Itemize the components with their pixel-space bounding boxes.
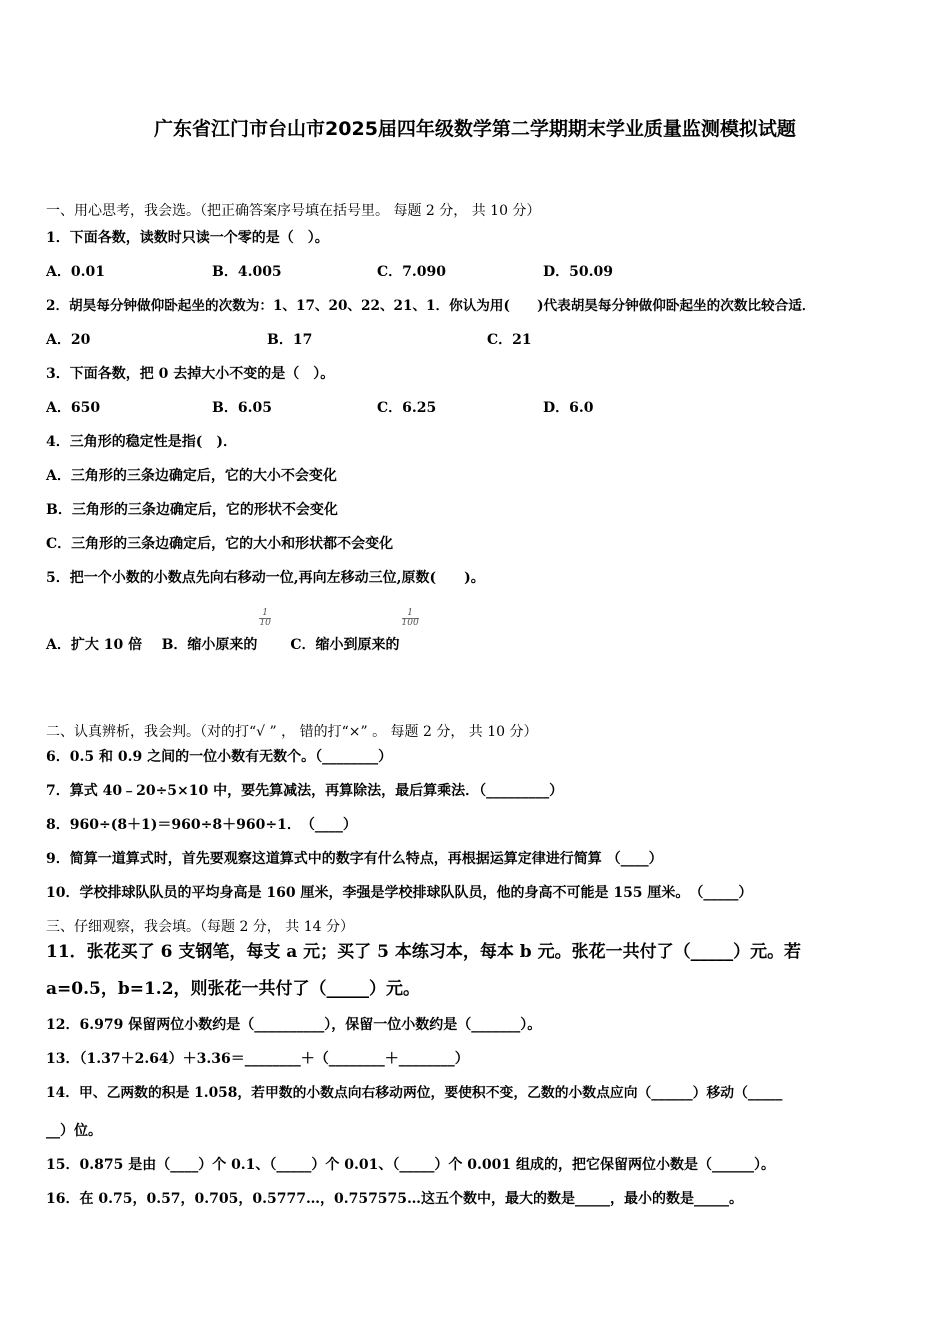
q5-options — [46, 608, 419, 655]
q4-option-c: C．三角形的三条边确定后，它的大小和形状都不会变化 — [46, 536, 394, 552]
question-11-line1: 11．张花买了 6 支钢笔，每支 a 元；买了 5 本练习本，每本 b 元。张花一共付了（_____）元。若 — [46, 942, 802, 962]
q3-option-d: D．6.0 — [543, 400, 594, 416]
question-12: 12．6.979 保留两位小数约是（__________），保留一位小数约是（_______）。 — [46, 1017, 542, 1033]
question-3: 3．下面各数，把 0 去掉大小不变的是（ ）。 — [46, 366, 335, 382]
section-3-heading: 三、仔细观察，我会填。（每题 2 分， 共 14 分） — [46, 919, 354, 935]
question-2: 2．胡昊每分钟做仰卧起坐的次数为：1、17、20、22、21、1．你认为用( )代表胡昊每分钟做仰卧起坐的次数比较合适． — [46, 298, 816, 314]
q5-option-b: B．缩小原来的 — [161, 637, 258, 653]
question-16: 16．在 0.75，0.57，0.705，0.5777…，0.757575…这五个数中，最大的数是_____，最小的数是_____。 — [46, 1191, 744, 1207]
question-14-line2: __）位。 — [46, 1123, 102, 1139]
question-15: 15．0.875 是由（____）个 0.1、（_____）个 0.01、（_____）个 0.001 组成的，把它保留两位小数是（______）。 — [46, 1157, 775, 1173]
q4-option-b: B．三角形的三条边确定后，它的形状不会变化 — [46, 502, 338, 518]
q1-option-a: A．0.01 — [46, 264, 105, 280]
q2-option-c: C．21 — [487, 332, 532, 348]
question-7: 7．算式 40﹣20÷5×10 中，要先算减法，再算除法，最后算乘法．（_________） — [46, 783, 564, 799]
q1-option-d: D．50.09 — [543, 264, 613, 280]
question-9: 9．简算一道算式时，首先要观察这道算式中的数字有什么特点，再根据运算定律进行简算 （____） — [46, 851, 663, 867]
question-8: 8．960÷(8＋1)＝960÷8＋960÷1． （____） — [46, 817, 357, 833]
fraction-one-tenth: $\frac{1}{10}$ — [259, 608, 271, 628]
q5-option-a: A．扩大 10 倍 — [46, 637, 143, 653]
fraction-one-hundredth: $\frac{1}{100}$ — [401, 608, 419, 628]
question-1: 1．下面各数，读数时只读一个零的是（ ）。 — [46, 230, 329, 246]
q3-option-b: B．6.05 — [212, 400, 272, 416]
question-10: 10．学校排球队队员的平均身高是 160 厘米，李强是学校排球队队员，他的身高不可能是 155 厘米。 （_____） — [46, 885, 753, 901]
q5-option-c: C．缩小到原来的 — [290, 637, 400, 653]
q3-option-a: A．650 — [46, 400, 101, 416]
q4-option-a: A．三角形的三条边确定后，它的大小不会变化 — [46, 468, 337, 484]
page-title: 广东省江门市台山市2025届四年级数学第二学期期末学业质量监测模拟试题 — [154, 118, 796, 140]
question-11-line2: a=0.5，b=1.2，则张花一共付了（_____）元。 — [46, 979, 421, 999]
q3-option-c: C．6.25 — [377, 400, 437, 416]
question-14-line1: 14．甲、乙两数的积是 1.058，若甲数的小数点向右移动两位，要使积不变，乙数的小数点应向（______）移动（_____ — [46, 1085, 783, 1101]
q2-option-b: B．17 — [267, 332, 313, 348]
question-4: 4．三角形的稳定性是指( )． — [46, 434, 237, 450]
q1-option-b: B．4.005 — [212, 264, 282, 280]
q2-option-a: A．20 — [46, 332, 91, 348]
question-6: 6．0.5 和 0.9 之间的一位小数有无数个。（________） — [46, 749, 393, 765]
section-1-heading: 一、用心思考，我会选。（把正确答案序号填在括号里。 每题 2 分， 共 10 分） — [46, 203, 541, 219]
section-2-heading: 二、认真辨析，我会判。（对的打“√ ” ， 错的打“×” 。 每题 2 分， 共 10 分） — [46, 724, 538, 740]
q1-option-c: C．7.090 — [377, 264, 446, 280]
question-13: 13．（1.37＋2.64）＋3.36＝________＋（________＋________） — [46, 1051, 469, 1067]
question-5: 5．把一个小数的小数点先向右移动一位,再向左移动三位,原数( )。 — [46, 570, 485, 586]
